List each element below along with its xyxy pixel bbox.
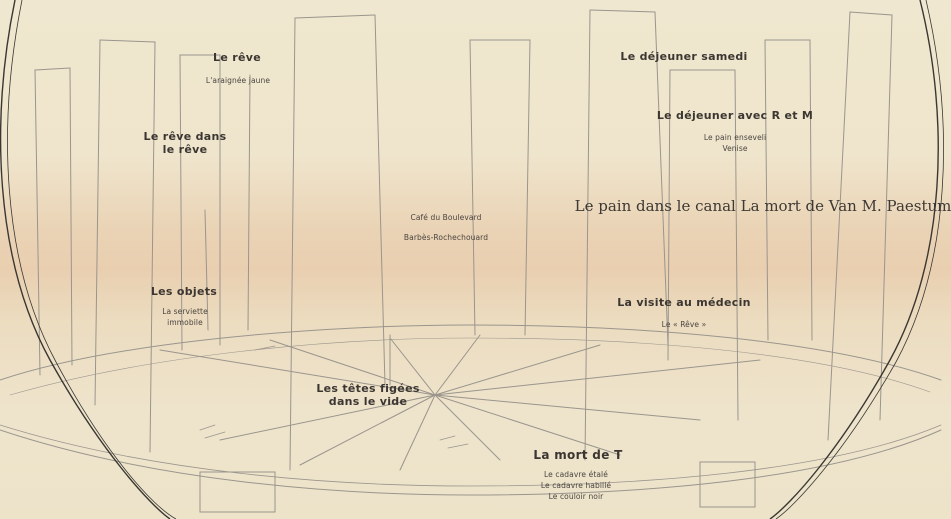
label-tetes-figees [316, 383, 419, 408]
label-line: dans le vide [328, 394, 408, 408]
label-line: Le rêve dans [143, 130, 227, 143]
label-line: immobile [167, 317, 203, 327]
label-dejeuner-samedi: Le déjeuner samedi [620, 50, 748, 63]
panel-right-3 [828, 12, 892, 440]
label-line: Les têtes figées [316, 382, 420, 395]
label-le-reve: Le rêve [213, 51, 261, 64]
label-line: Paestum [886, 197, 951, 215]
label-pain-dans-le-canal [575, 196, 951, 217]
label-mort-de-t: La mort de T [533, 448, 623, 462]
label-line: Barbès-Rochechouard [403, 232, 489, 242]
label-line: Café du Boulevard [410, 213, 482, 222]
label-line: Le pain dans le canal [574, 197, 736, 215]
panel-right-2 [765, 40, 812, 340]
label-line: La serviette [162, 307, 208, 316]
platform-top-edge [0, 325, 941, 380]
label-line: Le pain enseveli [703, 133, 767, 142]
label-line: Le couloir noir [548, 491, 604, 501]
platform-bottom-edge [0, 430, 941, 495]
label-visite-medecin: La visite au médecin [617, 296, 751, 309]
label-line: le rêve [162, 142, 208, 156]
panel-left-2 [95, 40, 155, 452]
label-cadavre-list [541, 470, 611, 503]
label-reve-quote: Le « Rêve » [661, 320, 707, 329]
label-line: La mort de Van M. [740, 197, 882, 215]
panel-left-3 [180, 55, 220, 350]
label-araignee-jaune: L'araignée jaune [205, 76, 271, 85]
label-les-objets: Les objets [150, 285, 218, 298]
label-serviette-immobile [162, 307, 208, 329]
label-dejeuner-rm: Le déjeuner avec R et M [656, 109, 814, 122]
label-cafe-du-boulevard [404, 208, 488, 247]
label-line: Le cadavre étalé [544, 470, 608, 479]
label-reve-dans-le-reve [144, 131, 227, 156]
label-line: Le cadavre habillé [540, 480, 612, 490]
circle-frame [1, 0, 170, 519]
label-line: Venise [722, 143, 748, 153]
label-pain-enseveli-venise [704, 133, 766, 155]
panel-center-right [585, 10, 668, 460]
platform-leg-right [700, 462, 755, 507]
